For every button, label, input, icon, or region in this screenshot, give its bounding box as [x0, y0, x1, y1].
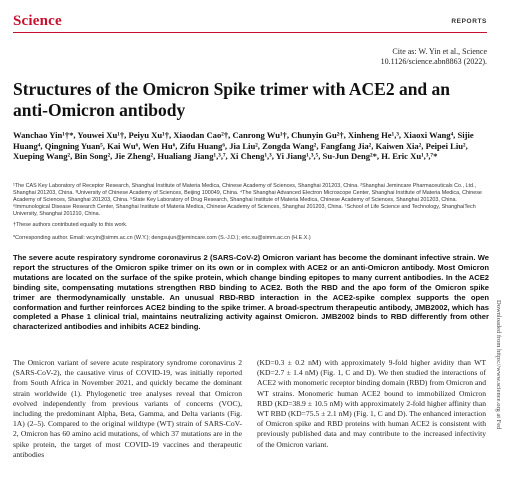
corresponding-author: *Corresponding author. Email: wcyin@simm.ac.cn (W.Y.); dengsujun@jemincare.com (S.-J.D.); eric.xu@simm.ac.cn (H.E.X.) [13, 235, 311, 241]
header-rule [13, 32, 487, 33]
abstract: The severe acute respiratory syndrome coronavirus 2 (SARS-CoV-2) Omicron variant has become the dominant infective strain. We report the structures of the Omicron spike trimer on its own or in complex with ACE2 or an anti-Omicron antibody. Most Omicron mutations are located on the surface of the spike protein, which change binding epitopes to many current antibodies. In the ACE2 binding site, compensating mutations strengthen RBD binding to ACE2. Both the RBD and the apo form of the Omicron spike trimer are thermodynamically unstable. An unusual RBD-RBD interaction in the ACE2-spike complex supports the open conformation and further reinforces ACE2 binding to the spike trimer. A broad-spectrum therapeutic antibody, JMB2002, which has completed a Phase 1 clinical trial, maintains neutralizing activity against Omicron. JMB2002 binds to RBD differently from other characterized antibodies and inhibits ACE2 binding. [13, 253, 489, 332]
section-label: REPORTS [451, 18, 487, 25]
body-column-right: (KD=0.3 ± 0.2 nM) with approximately 9-fold higher avidity than WT (KD=2.7 ± 1.4 nM) (Fig. 1, C and D). We then studied the interactions of ACE2 with monomeric receptor binding domain (RBD) from Omicron and WT strains. Monomeric human ACE2 bound to immobilized Omicron RBD (KD=38.9 ± 10.5 nM) with approximately 2-fold higher affinity than WT RBD (KD=75.5 ± 2.1 nM) (Fig. 1, C and D). The enhanced interaction of Omicron spike and RBD proteins with human ACE2 is consistent with previously published data and may contribute to the increased infectivity of the Omicron variant. [257, 358, 486, 449]
download-watermark-text: Downloaded from https://www.science.org at Fed [495, 300, 502, 430]
download-watermark [491, 300, 503, 470]
equal-contribution-note: †These authors contributed equally to this work. [13, 222, 128, 228]
citation-doi[interactable]: 10.1126/science.abn8863 (2022). [380, 57, 487, 66]
citation [381, 47, 487, 67]
author-list: Wanchao Yin¹†*, Youwei Xu¹†, Peiyu Xu¹†, Xiaodan Cao²†, Canrong Wu¹†, Chunyin Gu²†, Xinheng He¹,³, Xiaoxi Wang⁴, Sijie Huang⁴, Qingning Yuan⁵, Kai Wu⁶, Wen Hu⁶, Zifu Huang⁶, Jia Liu², Zongda Wang², Fangfang Jia², Kaiwen Xia², Peipei Liu², Xueping Wang², Bin Song², Jie Zheng², Hualiang Jiang¹,³,⁷, Xi Cheng¹,³, Yi Jiang¹,³,⁵, Su-Jun Deng²*, H. Eric Xu¹,³,⁷* [13, 130, 474, 162]
affiliations: ¹The CAS Key Laboratory of Receptor Research, Shanghai Institute of Materia Medica, Chinese Academy of Sciences, Shanghai 201203, China. ²Shanghai Jemincare Pharmaceuticals Co., Ltd., Shanghai 201203, China. ³University of Chinese Academy of Sciences, Beijing 100049, China. ⁴The Shanghai Advanced Electron Microscope Center, Shanghai Institute of Materia Medica, Chinese Academy of Sciences, Shanghai 201203, China. ⁵State Key Laboratory of Drug Research, Shanghai Institute of Materia Medica, Chinese Academy of Sciences, Shanghai 201203, China. ⁶Immunological Disease Research Center, Shanghai Institute of Materia Medica, Chinese Academy of Sciences, Shanghai 201203, China. ⁷School of Life Science and Technology, ShanghaiTech University, Shanghai 201210, China. [13, 183, 482, 217]
citation-line-1: Cite as: W. Yin et al., Science [392, 47, 487, 56]
journal-logo: Science [13, 13, 62, 29]
paper-title: Structures of the Omicron Spike trimer with ACE2 and an anti-Omicron antibody [13, 79, 451, 120]
body-column-left: The Omicron variant of severe acute respiratory syndrome coronavirus 2 (SARS-CoV-2), the causative virus of COVID-19, was initially reported from South Africa in November 2021, and quickly became the dominant strain worldwide (1). Phylogenetic tree analyses reveal that Omicron evolved independently from previous variants of concerns (VOC), including the predominant Alpha, Beta, Gamma, and Delta variants (Fig. 1A) (2–5). Compared to the original wildtype (WT) strain of SARS-CoV-2, Omicron has 60 amino acid mutations, of which 37 mutations are in the spike protein, the target of most COVID-19 vaccines and therapeutic antibodies [13, 358, 242, 459]
